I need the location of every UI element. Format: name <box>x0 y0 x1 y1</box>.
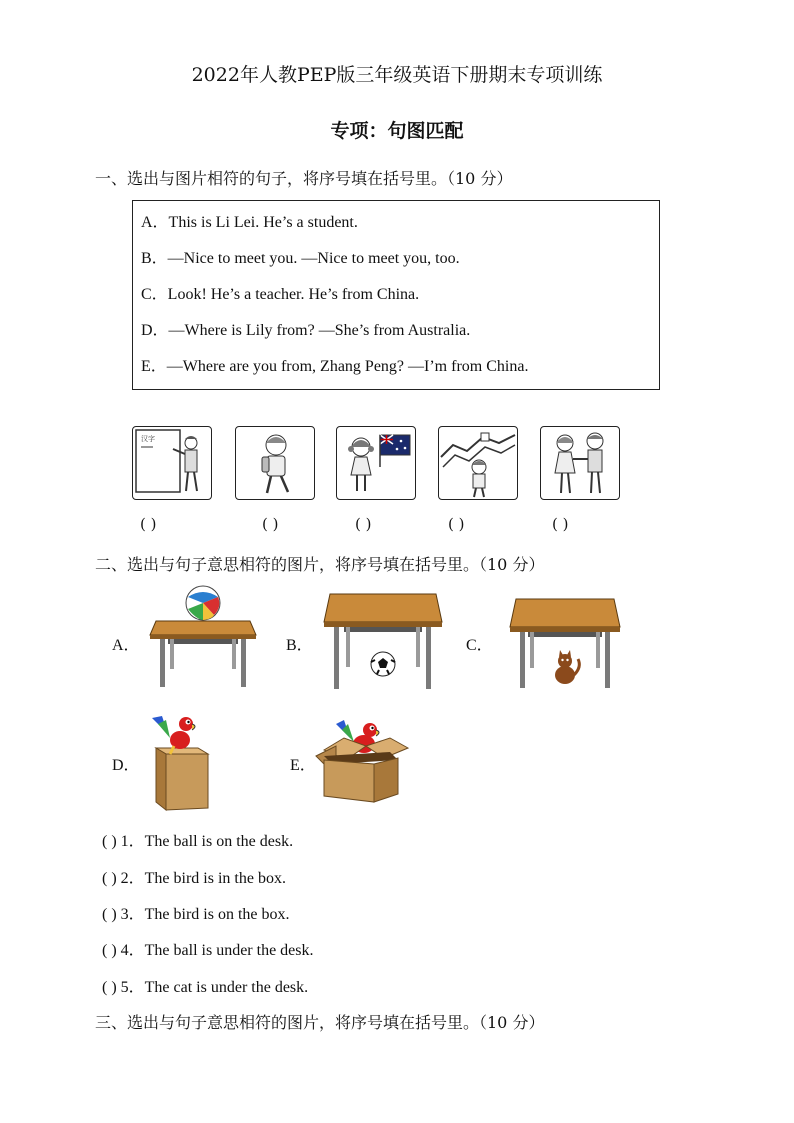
answer-paren-4[interactable]: ( ) <box>448 515 465 533</box>
answer-paren-2[interactable]: ( ) <box>262 515 279 533</box>
picture-label-d: D． <box>112 757 140 774</box>
page-subtitle: 专项：句图匹配 <box>330 120 464 142</box>
picture-handshake <box>540 426 620 500</box>
option-c: C．Look! He’s a teacher. He’s from China. <box>141 286 420 303</box>
picture-boy <box>235 426 315 500</box>
answer-paren-5[interactable]: ( ) <box>552 515 569 533</box>
cat-under-desk-icon <box>508 597 622 690</box>
question-4[interactable]: ( ) 4．The ball is under the desk. <box>102 942 314 959</box>
picture-label-b: B． <box>286 637 313 654</box>
picture-great-wall <box>438 426 518 500</box>
option-b: B．—Nice to meet you. —Nice to meet you, too. <box>141 250 460 267</box>
question-5[interactable]: ( ) 5．The cat is under the desk. <box>102 979 309 996</box>
children-shaking-hands-icon <box>541 427 619 499</box>
option-a: A．This is Li Lei. He’s a student. <box>141 214 358 231</box>
option-e: E．—Where are you from, Zhang Peng? —I’m from China. <box>141 358 529 375</box>
ball-under-desk-icon <box>322 590 444 692</box>
question-3[interactable]: ( ) 3．The bird is on the box. <box>102 906 290 923</box>
question-1[interactable]: ( ) 1．The ball is on the desk. <box>102 833 294 850</box>
picture-label-a: A． <box>112 637 140 654</box>
girl-with-australian-flag-icon <box>337 427 415 499</box>
question-2[interactable]: ( ) 2．The bird is in the box. <box>102 870 286 887</box>
part2-instruction: 二、选出与句子意思相符的图片，将序号填在括号里。（10 分） <box>95 555 545 574</box>
boy-with-backpack-icon <box>236 427 314 499</box>
picture-teacher <box>132 426 212 500</box>
picture-label-c: C． <box>466 637 493 654</box>
teacher-at-blackboard-icon <box>133 427 211 499</box>
ball-on-desk-icon <box>148 585 258 690</box>
picture-label-e: E． <box>290 757 316 774</box>
answer-paren-1[interactable]: ( ) <box>140 515 157 533</box>
answer-paren-3[interactable]: ( ) <box>355 515 372 533</box>
part3-instruction: 三、选出与句子意思相符的图片，将序号填在括号里。（10 分） <box>95 1013 545 1032</box>
bird-on-box-icon <box>148 712 214 812</box>
part1-options-box <box>132 200 660 390</box>
bird-in-box-icon <box>314 716 412 804</box>
page-title: 2022年人教PEP版三年级英语下册期末专项训练 <box>191 64 603 86</box>
part1-instruction: 一、选出与图片相符的句子，将序号填在括号里。（10 分） <box>95 169 513 188</box>
picture-girl-flag <box>336 426 416 500</box>
option-d: D．—Where is Lily from? —She’s from Australia. <box>141 322 471 339</box>
child-at-great-wall-icon <box>439 427 517 499</box>
board-text: 汉字 <box>141 435 155 443</box>
